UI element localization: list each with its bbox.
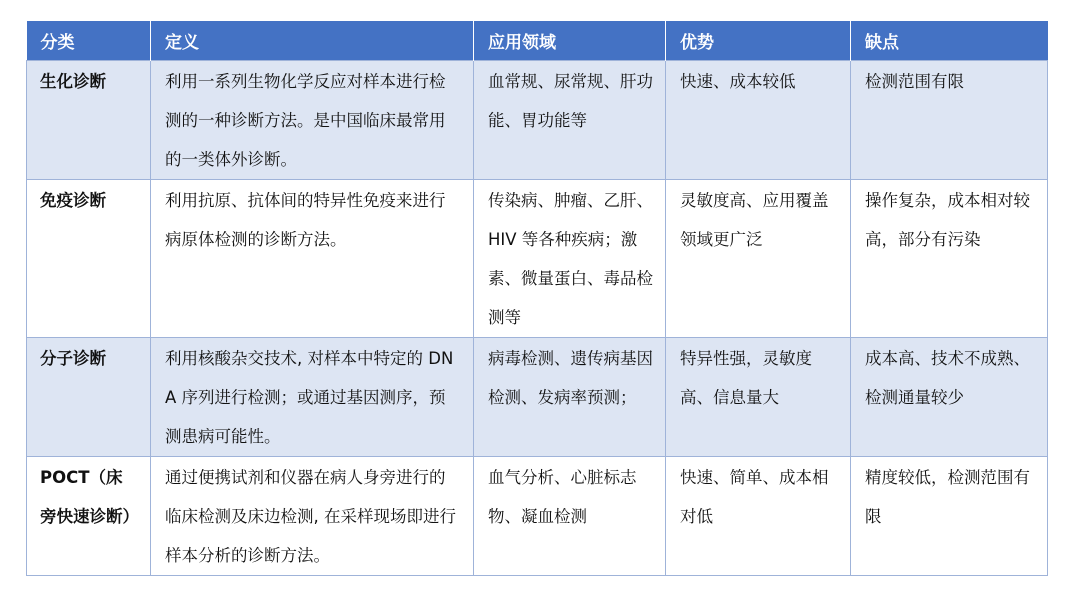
cell-advantage: 快速、成本较低 bbox=[666, 61, 851, 180]
header-category: 分类 bbox=[27, 21, 151, 61]
ivd-comparison-table bbox=[26, 21, 1048, 576]
cell-disadvantage: 成本高、技术不成熟、检测通量较少 bbox=[851, 338, 1048, 457]
cell-advantage: 特异性强，灵敏度高、信息量大 bbox=[666, 338, 851, 457]
cell-application: 血气分析、心脏标志物、凝血检测 bbox=[474, 457, 666, 576]
cell-definition: 利用核酸杂交技术, 对样本中特定的 DNA 序列进行检测；或通过基因测序，预测患病可能性。 bbox=[151, 338, 474, 457]
header-disadvantage: 缺点 bbox=[851, 21, 1048, 61]
cell-application: 传染病、肿瘤、乙肝、HIV 等各种疾病；激素、微量蛋白、毒品检测等 bbox=[474, 180, 666, 338]
cell-advantage: 快速、简单、成本相对低 bbox=[666, 457, 851, 576]
cell-application: 病毒检测、遗传病基因检测、发病率预测； bbox=[474, 338, 666, 457]
header-application: 应用领域 bbox=[474, 21, 666, 61]
cell-disadvantage: 精度较低，检测范围有限 bbox=[851, 457, 1048, 576]
cell-category: 免疫诊断 bbox=[27, 180, 151, 338]
cell-definition: 通过便携试剂和仪器在病人身旁进行的临床检测及床边检测, 在采样现场即进行样本分析的诊断方法。 bbox=[151, 457, 474, 576]
table-header-row bbox=[27, 21, 1048, 61]
cell-disadvantage: 检测范围有限 bbox=[851, 61, 1048, 180]
comparison-table-container bbox=[26, 21, 1047, 576]
cell-category: 分子诊断 bbox=[27, 338, 151, 457]
header-advantage: 优势 bbox=[666, 21, 851, 61]
cell-category: 生化诊断 bbox=[27, 61, 151, 180]
table-row bbox=[27, 61, 1048, 180]
cell-definition: 利用一系列生物化学反应对样本进行检测的一种诊断方法。是中国临床最常用的一类体外诊断。 bbox=[151, 61, 474, 180]
cell-definition: 利用抗原、抗体间的特异性免疫来进行病原体检测的诊断方法。 bbox=[151, 180, 474, 338]
cell-category: POCT（床旁快速诊断） bbox=[27, 457, 151, 576]
cell-disadvantage: 操作复杂，成本相对较高，部分有污染 bbox=[851, 180, 1048, 338]
cell-advantage: 灵敏度高、应用覆盖领域更广泛 bbox=[666, 180, 851, 338]
table-row bbox=[27, 180, 1048, 338]
table-row bbox=[27, 457, 1048, 576]
table-row bbox=[27, 338, 1048, 457]
cell-application: 血常规、尿常规、肝功能、胃功能等 bbox=[474, 61, 666, 180]
header-definition: 定义 bbox=[151, 21, 474, 61]
